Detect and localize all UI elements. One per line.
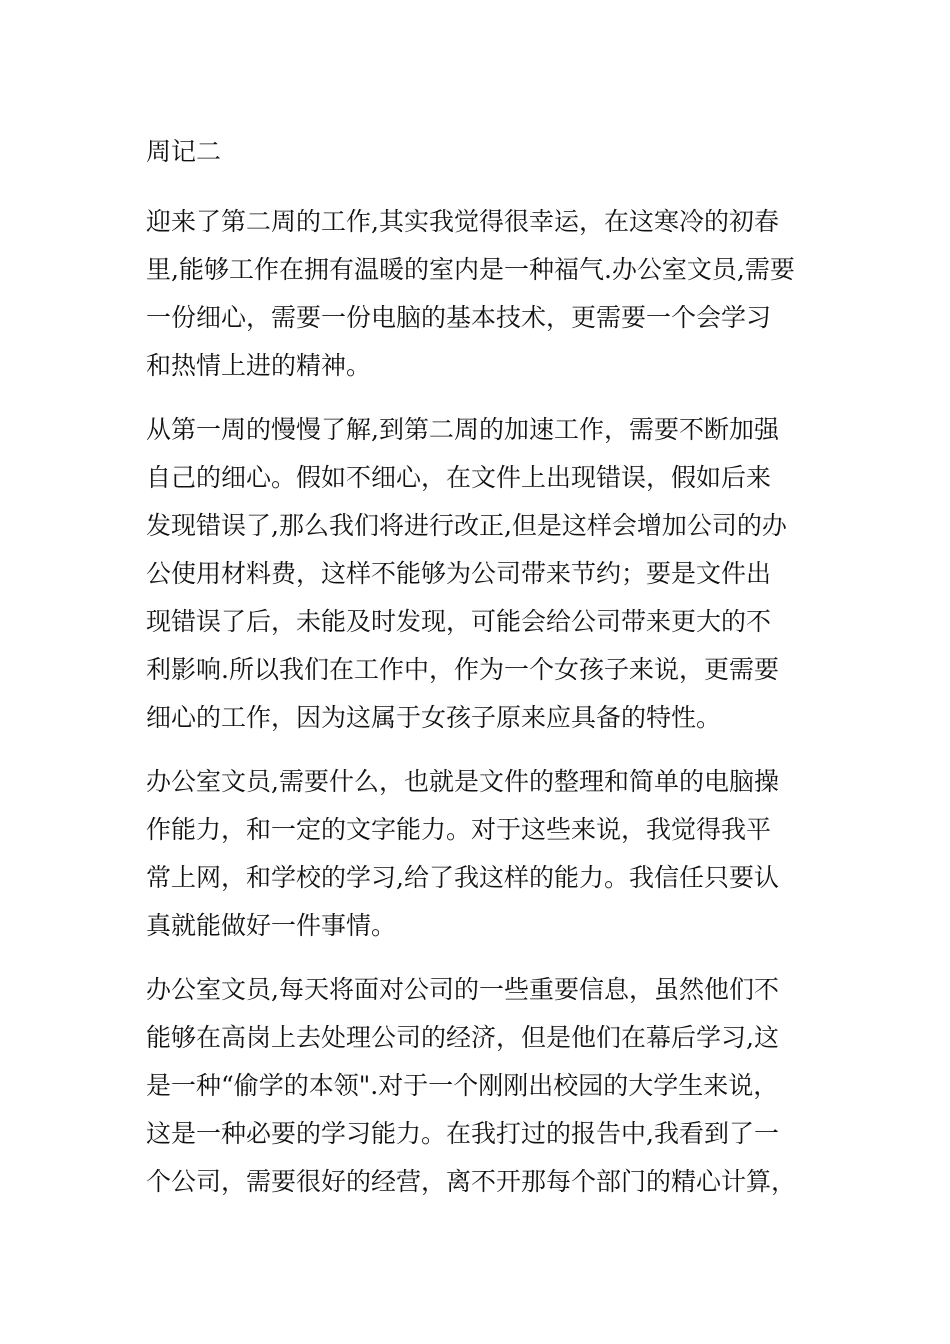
paragraph-line: 个公司，需要很好的经营，离不开那每个部门的精心计算， <box>146 1167 797 1196</box>
paragraph-line: 这是一种必要的学习能力。在我打过的报告中,我看到了一 <box>146 1119 779 1148</box>
paragraph-line: 现错误了后，未能及时发现，可能会给公司带来更大的不 <box>146 607 772 636</box>
paragraph-line: 细心的工作，因为这属于女孩子原来应具备的特性。 <box>146 703 722 732</box>
paragraph-line: 能够在高岗上去处理公司的经济，但是他们在幕后学习,这 <box>146 1023 779 1052</box>
paragraph-line: 利影响.所以我们在工作中，作为一个女孩子来说，更需要 <box>146 655 779 684</box>
paragraph-line: 办公室文员,每天将面对公司的一些重要信息，虽然他们不 <box>146 975 779 1004</box>
paragraph-line: 和热情上进的精神。 <box>146 351 372 380</box>
paragraph-line: 从第一周的慢慢了解,到第二周的加速工作，需要不断加强 <box>146 415 779 444</box>
paragraph-4 <box>146 966 816 1206</box>
paragraph-line: 公使用材料费，这样不能够为公司带来节约；要是文件出 <box>146 559 772 588</box>
paragraph-1 <box>146 198 816 390</box>
paragraph-line: 办公室文员,需要什么，也就是文件的整理和简单的电脑操 <box>146 767 779 796</box>
paragraph-line: 里,能够工作在拥有温暖的室内是一种福气.办公室文员,需要 <box>146 255 795 284</box>
paragraph-line: 真就能做好一件事情。 <box>146 911 397 940</box>
paragraph-line: 发现错误了,那么我们将进行改正,但是这样会增加公司的办 <box>146 511 787 540</box>
paragraph-line: 是一种“偷学的本领".对于一个刚刚出校园的大学生来说， <box>146 1071 779 1100</box>
paragraph-3 <box>146 758 816 950</box>
paragraph-line: 常上网，和学校的学习,给了我这样的能力。我信任只要认 <box>146 863 779 892</box>
paragraph-line: 迎来了第二周的工作,其实我觉得很幸运，在这寒冷的初春 <box>146 207 779 236</box>
document-body <box>146 128 816 1222</box>
paragraph-line: 自己的细心。假如不细心，在文件上出现错误，假如后来 <box>146 463 772 492</box>
paragraph-line: 一份细心，需要一份电脑的基本技术，更需要一个会学习 <box>146 303 772 332</box>
paragraph-line: 作能力，和一定的文字能力。对于这些来说，我觉得我平 <box>146 815 772 844</box>
paragraph-2 <box>146 406 816 742</box>
document-title: 周记二 <box>146 137 222 166</box>
